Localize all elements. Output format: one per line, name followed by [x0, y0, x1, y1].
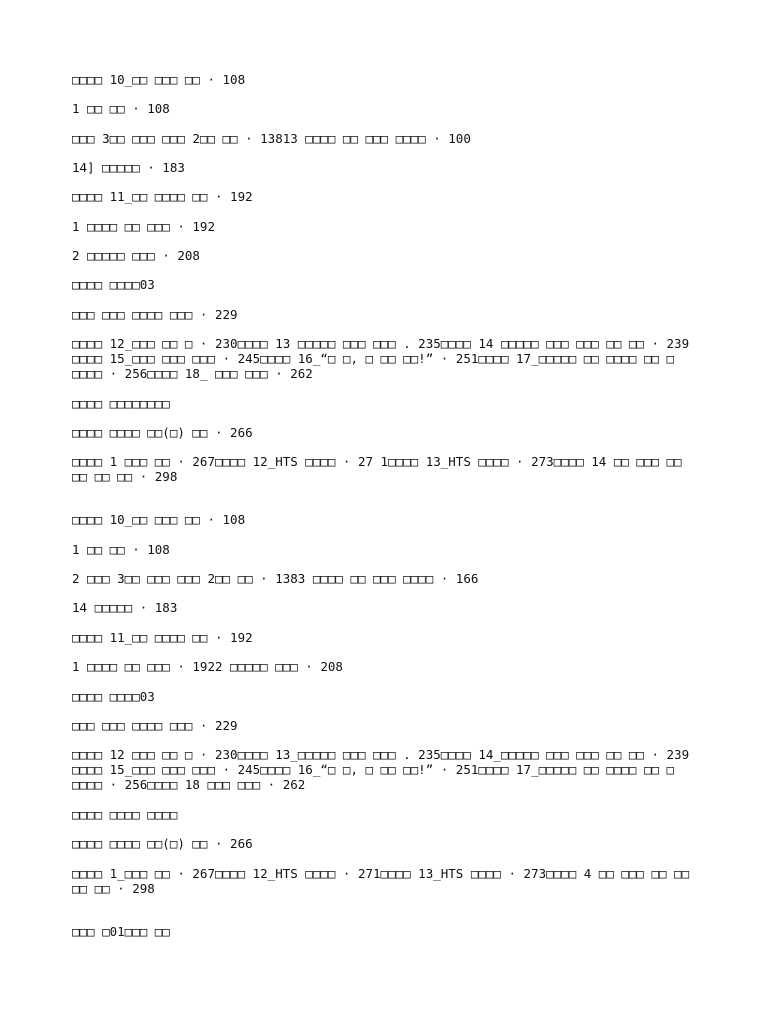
toc-line: □□□□ □□□□03 [72, 277, 155, 292]
toc-line: 14] □□□□□ · 183 [72, 160, 185, 175]
toc-line: □□□□ □□□□03 [72, 689, 155, 704]
toc-line: □□□□ □□□□ □□□□ [72, 807, 178, 822]
toc-line: □□□ 3□□ □□□ □□□ 2□□ □□ · 13813 □□□□ □□ □□□ □□□□ · 100 [72, 131, 471, 146]
toc-line: □□□□ 11_□□ □□□□ □□ · 192 [72, 189, 253, 204]
toc-line: □□□ □01□□□ □□ [72, 924, 170, 939]
toc-line: □□□□ □□□□ □□(□) □□ · 266 [72, 425, 253, 440]
toc-line: □□□□ 11_□□ □□□□ □□ · 192 [72, 630, 253, 645]
toc-line: 14 □□□□□ · 183 [72, 600, 178, 615]
toc-line: 1 □□□□ □□ □□□ · 192 [72, 219, 215, 234]
toc-line: 1 □□ □□ · 108 [72, 101, 170, 116]
toc-line: 2 □□□ 3□□ □□□ □□□ 2□□ □□ · 1383 □□□□ □□ □□□ □□□□ · 166 [72, 571, 479, 586]
toc-line: 2 □□□□□ □□□ · 208 [72, 248, 200, 263]
toc-line: □□□□ 10_□□ □□□ □□ · 108 [72, 72, 246, 87]
toc-line: 1 □□□□ □□ □□□ · 1922 □□□□□ □□□ · 208 [72, 659, 343, 674]
toc-line: □□□□ □□□□ □□(□) □□ · 266 [72, 836, 253, 851]
toc-line: □□□ □□□ □□□□ □□□ · 229 [72, 307, 238, 322]
toc-paragraph: □□□□ 1 □□□ □□ · 267□□□□ 12_HTS □□□□ · 27 1□□□□ 13_HTS □□□□ · 273□□□□ 14 □□ □□□ □□ □□ □□ □□ · 298 [72, 454, 690, 484]
toc-line: □□□□ 10_□□ □□□ □□ · 108 [72, 512, 246, 527]
toc-line: □□□ □□□ □□□□ □□□ · 229 [72, 718, 238, 733]
toc-line: □□□□ □□□□□□□□ [72, 396, 170, 411]
toc-paragraph: □□□□ 1_□□□ □□ · 267□□□□ 12_HTS □□□□ · 271□□□□ 13_HTS □□□□ · 273□□□□ 4 □□ □□□ □□ □□ □□ □□ · 298 [72, 866, 697, 896]
toc-paragraph: □□□□ 12 □□□ □□ □ · 230□□□□ 13_□□□□□ □□□ □□□ . 235□□□□ 14_□□□□□ □□□ □□□ □□ □□ · 239 □□□□ 15_□□□ □□□ □□□ · 245□□□□ 16_“□ □, □ □□ □□!” · 251□□□□ 17_□□□□□ □□ □□□□ □□ □ □□□□ · 256□□□□ 18 □□□ □□□ · 262 [72, 747, 697, 792]
toc-line: 1 □□ □□ · 108 [72, 542, 170, 557]
toc-paragraph: □□□□ 12_□□□ □□ □ · 230□□□□ 13 □□□□□ □□□ □□□ . 235□□□□ 14 □□□□□ □□□ □□□ □□ □□ · 239 □□□□ 15_□□□ □□□ □□□ · 245□□□□ 16_“□ □, □ □□ □□!” · 251□□□□ 17_□□□□□ □□ □□□□ □□ □ □□□□ · 256□□□□ 18_ □□□ □□□ · 262 [72, 336, 697, 381]
